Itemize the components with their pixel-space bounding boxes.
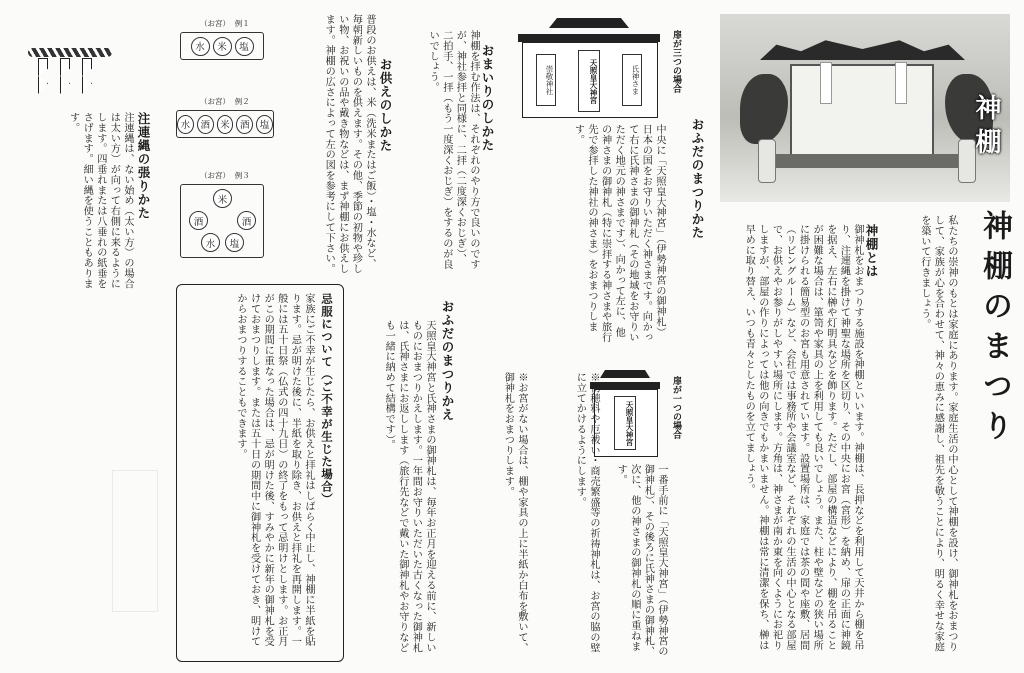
- shrine-base: [765, 154, 960, 168]
- shimenawa-heading: 注連縄の張りかた: [136, 112, 151, 220]
- offering-item: 米: [213, 37, 232, 56]
- shimenawa-text: 注連縄は、ない始め（太い方）の場合は太い方）が向って右側に来るようにします。四垂れまたは八垂れの紙垂をさげます。細い縄を使うこともあります。: [67, 112, 133, 289]
- offering-example-2: [176, 110, 274, 138]
- offering-item: 水: [201, 233, 220, 252]
- plate-one: 天照皇大神宮: [614, 396, 636, 450]
- case-one-text: 一番手前に「天照皇大神宮」（伊勢神宮の御神札）、その後ろに氏神さまの御神札、次に、他の神さまの御神札の順に重ねます。: [615, 464, 667, 657]
- plate-right: 氏神さま: [622, 54, 642, 106]
- case-one-caption: 扉が一つの場合: [671, 376, 681, 439]
- omairi-text: 神棚を拝む作法は、それぞれのやり方で良いのですが、神社参拝と同様に、二拝（二度深くおじぎ）、二拍手、一拝（もう一度深くおじぎ）をするのが良いでしょう。: [427, 30, 479, 270]
- ofuda-heading: おふだのまつりかた: [690, 118, 705, 240]
- offering-item: 酒: [189, 211, 208, 230]
- shimenawa-illustration: [28, 40, 112, 100]
- shide-paper-2: [895, 62, 907, 104]
- offering-item: 水: [191, 37, 210, 56]
- shrine-body: [790, 64, 934, 163]
- kibuku-text: 家族にご不幸が生じたら、お供えと拝礼はしばらく中止し、神棚に半紙を貼ります。忌が明けた後に、半紙を取り除き、お供えと拝礼を再開します。一般には五十日祭（仏式の四十九日）の終了をもって忌明けとします。お正月がこの期間に重なった場合は、忌が明けた後、すみやかに新年の御神札を受けておまつりします。または五十日の期間中に御神札を受けておき、明けてからおまつりすることもできます。: [235, 293, 314, 647]
- omairi-heading: おまいりのしかた: [480, 44, 495, 152]
- offering-item: 米: [213, 189, 232, 208]
- case-three-text: 中央に「天照皇大神宮」（伊勢神宮の御神札）日本の国をお守りいただく神さまです。向かって右に氏神さまの御神札（その地域をお守りいただく地元の神さまです）、向かって左に、他の神さまの御神札（特に崇拝する神さまや旅行先で参拝した神社の神さま）をおまつりします。: [572, 124, 665, 343]
- offering-item: 酒: [197, 115, 214, 134]
- example3-label: （お宮） 例３: [200, 171, 250, 180]
- osonae-text: 普段のお供えは、米（洗米またはご飯）・塩・水など、毎朝新しいものを供えます。その他、季節の初物や珍しい物、お祝いの品や戴き物などは、まず神棚にお供えします。神棚の広さによって左の図を参考にして下さい。: [323, 14, 375, 274]
- offering-item: 塩: [225, 233, 244, 252]
- shide-paper-1: [820, 62, 832, 104]
- example1-label: （お宮） 例１: [200, 19, 250, 28]
- kamidana-photo: [720, 14, 1010, 202]
- case-one-note1: ※初穂料や厄祓い・商売繁盛等の祈祷神札は、お宮の脇の壁に立てかけるようにします。: [574, 372, 599, 653]
- vase-left: [758, 139, 776, 183]
- offering-item: 米: [217, 115, 234, 134]
- shrine-roof-ornament: [760, 38, 965, 60]
- offering-item: 塩: [235, 37, 254, 56]
- offering-item: 塩: [256, 115, 273, 134]
- intro-text: 私たちの崇神のもとは家庭にあります。家庭生活の中心として神棚を設け、御神札をおまつりして、家族が心を合わせて、神々の恵みに感謝し、祖先を敬うことにより、明るく幸せな家庭を築いて行きましょう。: [918, 215, 957, 652]
- ofuda-kae-heading: おふだのまつりかえ: [440, 300, 455, 422]
- case-one-note2: ※お宮がない場合は、棚や家具の上に半紙か白布を敷いて、御神札をおまつりします。: [502, 372, 527, 653]
- kibuku-heading: 忌服について（ご不幸が生じた場合）: [320, 293, 334, 506]
- osonae-heading: お供えのしかた: [378, 58, 393, 153]
- ofuda-kae-text: 天照皇大神宮と氏神さまの御神札は、毎年お正月を迎える前に、新しいものにおまつりかえします。一年間お守りいただいた古くなった御神札は、氏神さまにお返しします（旅行先などで戴いた御神札やお守りなども一緒に納めて結構です）。: [383, 320, 435, 653]
- page-title: 神棚のまつり: [977, 210, 1012, 450]
- offering-item: 酒: [236, 115, 253, 134]
- sakaki-left: [740, 74, 788, 144]
- offering-item: 酒: [237, 211, 256, 230]
- offering-example-3: [180, 184, 264, 258]
- photo-overlay-title: 神棚: [971, 94, 1001, 162]
- offering-example-1: [180, 32, 264, 60]
- faint-stamp: [112, 470, 158, 612]
- kamidana-text: 御神札をおまつりする施設を神棚といいます。神棚は、長押などを利用して天井から棚を吊り、注連縄を掛けて神聖な場所を区切り、その中央にお宮（宮形）を納め、扉の正面に神鏡を据え、左右に榊や灯明具などを飾ります。ただし、部屋の構造などにより、棚を吊ることが困難な場合は、箪笥や家具の上を利用しても良いでしょう。また、柱や壁などの狭い場所に掛けられる簡易型のお宮も用意されています。設置場所は、家庭では茶の間や座敷、居間（リビングルーム）など、会社では事務所や会議室など、それぞれの生活の中心となる部屋で、お供えやお参りがしやすい場所にします。方角は、神さまが南か東を向くようにお祀りしますが、部屋の作りによっては他の向きでもかまいません。神棚は常に清潔を保ち、榊は早めに取り替え、いつも青々としたものを立てましょう。: [743, 224, 863, 651]
- three-door-shrine-diagram: [514, 18, 664, 118]
- plate-center: 天照皇大神宮: [578, 50, 600, 112]
- kamidana-heading: 神棚とは: [864, 224, 879, 278]
- plate-left: 崇敬神社: [536, 54, 556, 106]
- kibuku-box: [176, 284, 344, 662]
- case-three-caption: 扉が三つの場合: [671, 30, 681, 93]
- offering-item: 水: [177, 115, 194, 134]
- example2-label: （お宮） 例２: [200, 97, 250, 106]
